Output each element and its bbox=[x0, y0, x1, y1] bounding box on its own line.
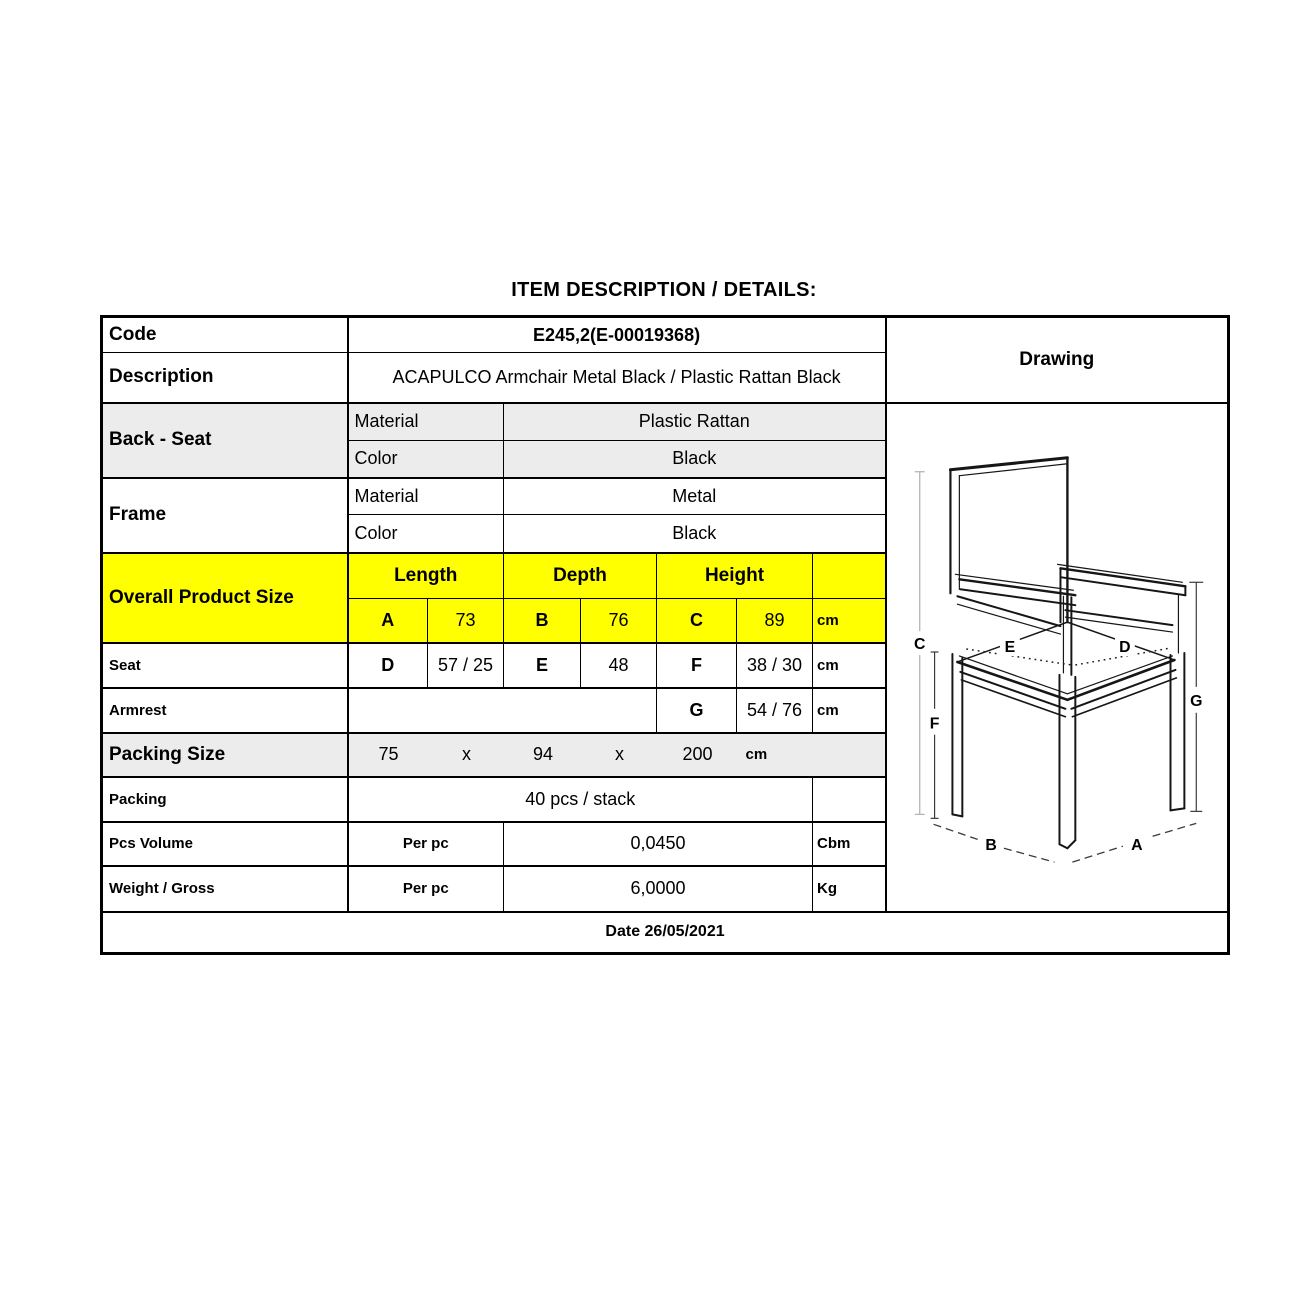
armrest-unit: cm bbox=[813, 688, 886, 733]
armrest-spacer bbox=[348, 688, 657, 733]
description-value: ACAPULCO Armchair Metal Black / Plastic Rattan Black bbox=[348, 353, 886, 403]
code-value: E245,2(E-00019368) bbox=[348, 317, 886, 353]
dim-b-value: 76 bbox=[581, 599, 657, 643]
dim-a-letter: A bbox=[348, 599, 428, 643]
dim-a-value: 73 bbox=[428, 599, 504, 643]
height-header: Height bbox=[657, 553, 813, 599]
frame-label: Frame bbox=[102, 478, 348, 553]
frame-material-label: Material bbox=[348, 478, 504, 515]
weight-label: Weight / Gross bbox=[102, 866, 348, 912]
dim-label-g: G bbox=[1189, 692, 1202, 710]
date-value: Date 26/05/2021 bbox=[102, 912, 1229, 954]
packing-size-x1: x bbox=[462, 744, 471, 764]
frame-material-value: Metal bbox=[504, 478, 886, 515]
row-code bbox=[102, 317, 1229, 353]
packing-spacer bbox=[813, 777, 886, 822]
weight-unit: Kg bbox=[813, 866, 886, 912]
backseat-label: Back - Seat bbox=[102, 403, 348, 478]
seat-label: Seat bbox=[102, 643, 348, 688]
seat-unit: cm bbox=[813, 643, 886, 688]
description-label: Description bbox=[102, 353, 348, 403]
frame-color-value: Black bbox=[504, 515, 886, 553]
dim-label-d: D bbox=[1118, 638, 1131, 656]
dim-g-letter: G bbox=[657, 688, 737, 733]
weight-value: 6,0000 bbox=[504, 866, 813, 912]
pcs-volume-per: Per pc bbox=[348, 822, 504, 866]
frame-color-label: Color bbox=[348, 515, 504, 553]
chair-drawing bbox=[887, 404, 1227, 905]
dim-g-value: 54 / 76 bbox=[737, 688, 813, 733]
weight-per: Per pc bbox=[348, 866, 504, 912]
dim-label-b: B bbox=[984, 836, 997, 854]
length-header: Length bbox=[348, 553, 504, 599]
dim-label-a: A bbox=[1130, 836, 1143, 854]
packing-size-values bbox=[348, 733, 886, 777]
dim-c-letter: C bbox=[657, 599, 737, 643]
dim-label-c: C bbox=[913, 635, 925, 653]
drawing-area bbox=[886, 403, 1229, 912]
packing-size-v1: 75 bbox=[378, 744, 399, 764]
depth-header: Depth bbox=[504, 553, 657, 599]
dim-f-value: 38 / 30 bbox=[737, 643, 813, 688]
backseat-color-value: Black bbox=[504, 441, 886, 478]
backseat-material-label: Material bbox=[348, 403, 504, 441]
dim-label-f: F bbox=[929, 715, 939, 733]
packing-label: Packing bbox=[102, 777, 348, 822]
backseat-color-label: Color bbox=[348, 441, 504, 478]
pcs-volume-value: 0,0450 bbox=[504, 822, 813, 866]
backseat-material-value: Plastic Rattan bbox=[504, 403, 886, 441]
dim-b-letter: B bbox=[504, 599, 581, 643]
dim-label-e: E bbox=[1004, 638, 1015, 656]
dim-d-letter: D bbox=[348, 643, 428, 688]
packing-value: 40 pcs / stack bbox=[348, 777, 813, 822]
packing-size-v2: 94 bbox=[532, 744, 554, 764]
size-header-spacer bbox=[813, 553, 886, 599]
overall-size-label: Overall Product Size bbox=[102, 553, 348, 643]
drawing-header: Drawing bbox=[886, 317, 1229, 403]
packing-size-v3: 200 bbox=[682, 744, 713, 764]
armrest-label: Armrest bbox=[102, 688, 348, 733]
spec-table bbox=[100, 315, 1230, 955]
row-date bbox=[102, 912, 1229, 954]
page-title: ITEM DESCRIPTION / DETAILS: bbox=[511, 279, 817, 301]
dim-c-value: 89 bbox=[737, 599, 813, 643]
row-backseat-material bbox=[102, 403, 1229, 441]
packing-size-unit: cm bbox=[745, 746, 768, 763]
packing-size-x2: x bbox=[615, 744, 624, 764]
code-label: Code bbox=[102, 317, 348, 353]
dim-e-value: 48 bbox=[581, 643, 657, 688]
dim-f-letter: F bbox=[657, 643, 737, 688]
dim-e-letter: E bbox=[504, 643, 581, 688]
packing-size-label: Packing Size bbox=[102, 733, 348, 777]
overall-unit: cm bbox=[813, 599, 886, 643]
dim-d-value: 57 / 25 bbox=[428, 643, 504, 688]
pcs-volume-label: Pcs Volume bbox=[102, 822, 348, 866]
pcs-volume-unit: Cbm bbox=[813, 822, 886, 866]
